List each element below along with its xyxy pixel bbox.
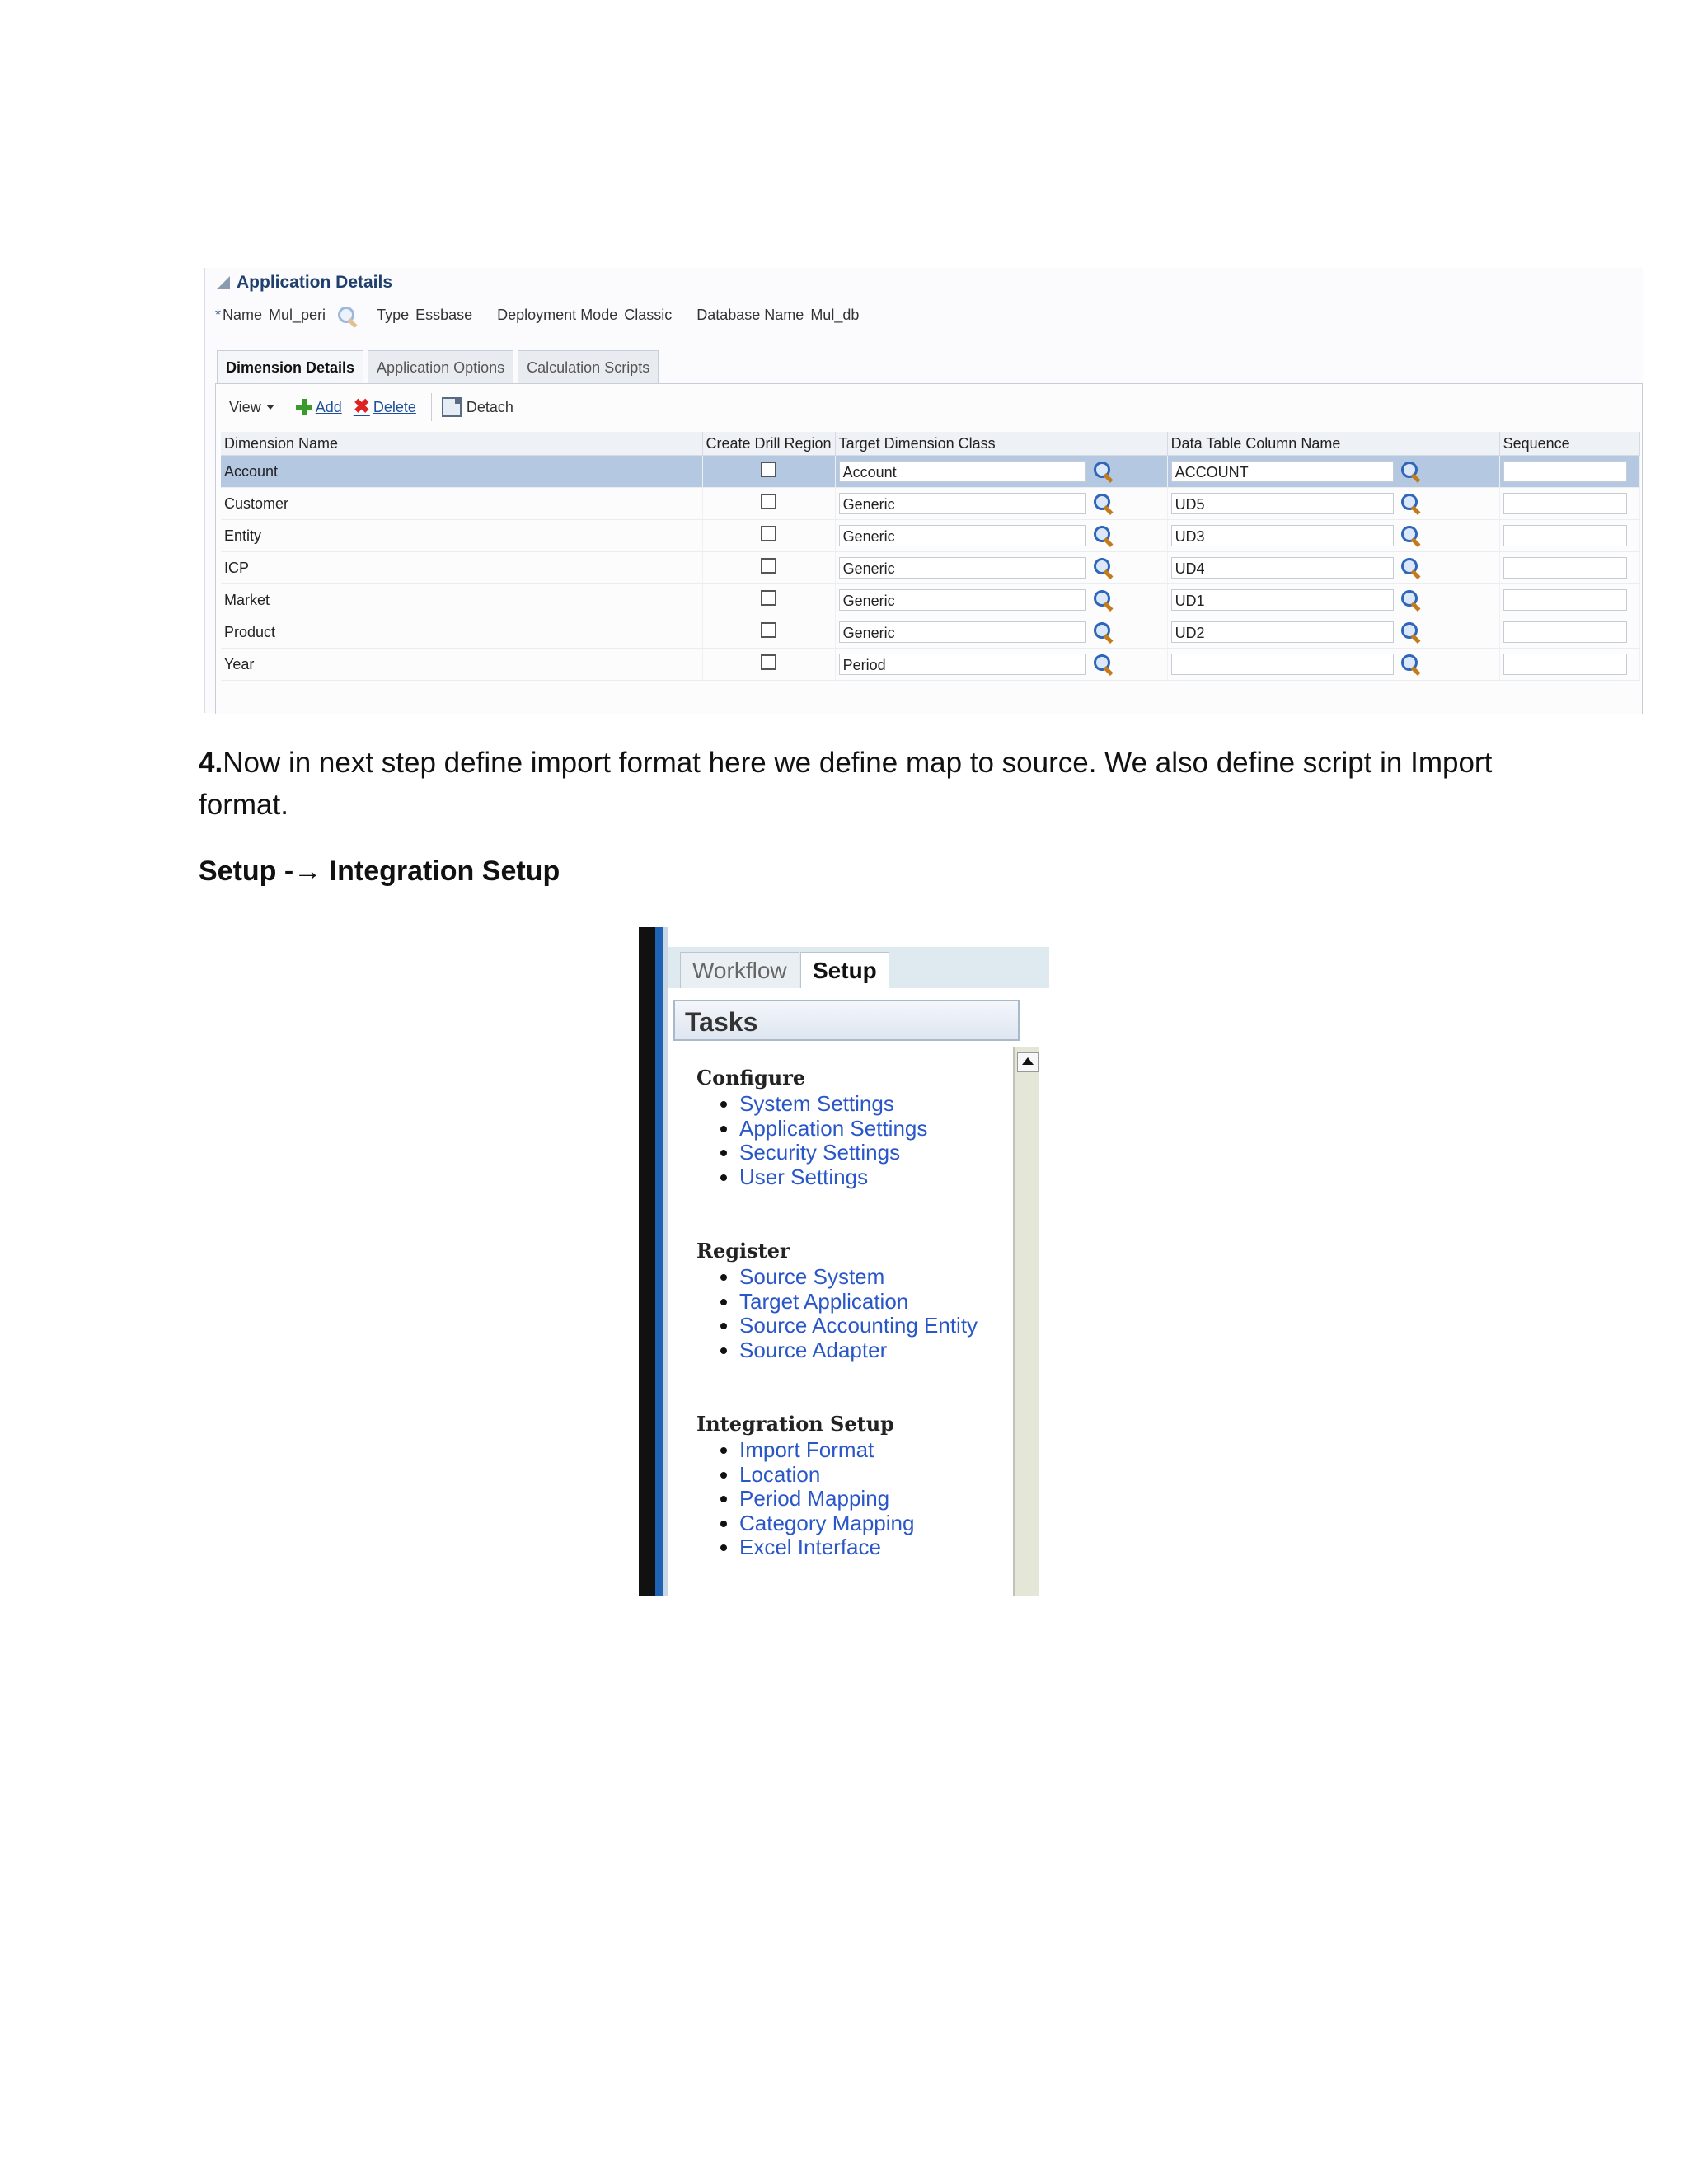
- create-drill-region-checkbox[interactable]: [761, 622, 776, 638]
- tab-calculation-scripts[interactable]: Calculation Scripts: [518, 350, 659, 384]
- step-number: 4.: [199, 747, 223, 779]
- add-button[interactable]: [296, 399, 342, 416]
- table-row[interactable]: [221, 488, 1639, 520]
- dimension-name-cell: Entity: [221, 520, 702, 552]
- list-item: [739, 1092, 927, 1117]
- configure-list: [711, 1092, 927, 1189]
- tab-application-options[interactable]: Application Options: [368, 350, 513, 384]
- column-header[interactable]: Create Drill Region: [702, 432, 835, 456]
- name-value: Mul_peri: [269, 306, 326, 323]
- task-link-user-settings[interactable]: User Settings: [739, 1164, 869, 1189]
- sequence-field[interactable]: [1503, 493, 1627, 514]
- view-menu-button[interactable]: [219, 399, 284, 416]
- delete-icon: ✖: [353, 396, 370, 418]
- detach-icon: [442, 397, 462, 417]
- task-link-system-settings[interactable]: System Settings: [739, 1091, 894, 1116]
- data-table-column-field[interactable]: UD5: [1171, 493, 1394, 514]
- search-icon[interactable]: [1093, 621, 1114, 643]
- dimension-name-cell: Market: [221, 584, 702, 616]
- table-header-row: [221, 432, 1639, 456]
- create-drill-region-checkbox[interactable]: [761, 462, 776, 477]
- search-icon[interactable]: [1093, 589, 1114, 611]
- target-dimension-class-field[interactable]: Generic: [839, 621, 1086, 643]
- left-frame-bar: [639, 927, 655, 1596]
- sequence-field[interactable]: [1503, 621, 1627, 643]
- search-icon[interactable]: [1400, 525, 1422, 546]
- sequence-field[interactable]: [1503, 589, 1627, 611]
- heading-part1: Setup -: [199, 855, 294, 887]
- deployment-mode-label: Deployment Mode: [497, 306, 618, 323]
- section-register: Register: [696, 1239, 790, 1263]
- data-table-column-field[interactable]: UD4: [1171, 557, 1394, 579]
- left-accent-bar: [655, 927, 663, 1596]
- search-icon[interactable]: [1400, 461, 1422, 482]
- view-label: View: [229, 398, 261, 415]
- search-icon[interactable]: [1400, 557, 1422, 579]
- list-item: [739, 1141, 927, 1165]
- arrow-right-icon: →: [293, 855, 322, 887]
- list-item: [739, 1117, 927, 1141]
- task-link-import-format[interactable]: Import Format: [739, 1437, 874, 1462]
- data-table-column-field[interactable]: UD2: [1171, 621, 1394, 643]
- task-link-source-accounting-entity[interactable]: Source Accounting Entity: [739, 1313, 978, 1338]
- create-drill-region-checkbox[interactable]: [761, 558, 776, 574]
- target-dimension-class-field[interactable]: Generic: [839, 557, 1086, 579]
- tab-workflow[interactable]: Workflow: [680, 952, 799, 989]
- collapse-triangle-icon[interactable]: [217, 276, 230, 289]
- list-item: [739, 1535, 914, 1560]
- section-integration-setup: Integration Setup: [696, 1412, 894, 1436]
- sequence-field[interactable]: [1503, 557, 1627, 579]
- scroll-up-arrow-icon[interactable]: [1017, 1052, 1039, 1072]
- task-link-source-adapter[interactable]: Source Adapter: [739, 1337, 888, 1362]
- list-item: [739, 1165, 927, 1190]
- column-header[interactable]: Dimension Name: [221, 432, 702, 456]
- target-dimension-class-field[interactable]: Generic: [839, 589, 1086, 611]
- data-table-column-field[interactable]: UD3: [1171, 525, 1394, 546]
- list-item: [739, 1463, 914, 1488]
- required-asterisk: *: [215, 306, 222, 323]
- detach-button[interactable]: [442, 397, 513, 417]
- create-drill-region-checkbox[interactable]: [761, 654, 776, 670]
- detail-tabs: [217, 350, 663, 383]
- search-icon[interactable]: [1093, 654, 1114, 675]
- add-icon: [296, 399, 312, 415]
- application-details-header[interactable]: [217, 273, 392, 293]
- search-icon[interactable]: [337, 306, 355, 324]
- application-details-title: Application Details: [237, 273, 393, 292]
- create-drill-region-checkbox[interactable]: [761, 494, 776, 509]
- task-link-location[interactable]: Location: [739, 1461, 821, 1487]
- search-icon[interactable]: [1400, 621, 1422, 643]
- section-configure: Configure: [696, 1066, 806, 1090]
- type-label: Type: [377, 306, 410, 323]
- deployment-mode-value: Classic: [624, 306, 673, 323]
- column-header[interactable]: Sequence: [1499, 432, 1639, 456]
- step-paragraph: [199, 742, 1534, 826]
- search-icon[interactable]: [1093, 525, 1114, 546]
- dimension-name-cell: Customer: [221, 488, 702, 520]
- toolbar-divider: [431, 393, 432, 421]
- target-dimension-class-field[interactable]: Generic: [839, 493, 1086, 514]
- detach-label: Detach: [466, 398, 513, 415]
- table-row[interactable]: [221, 520, 1639, 552]
- target-dimension-class-field[interactable]: Period: [839, 654, 1086, 675]
- sequence-field[interactable]: [1503, 654, 1627, 675]
- column-header[interactable]: Target Dimension Class: [835, 432, 1167, 456]
- task-link-target-application[interactable]: Target Application: [739, 1288, 909, 1314]
- list-item: [739, 1265, 978, 1290]
- step-text: Now in next step define import format here we define map to source. We also define script in Import format.: [199, 747, 1493, 821]
- search-icon[interactable]: [1400, 589, 1422, 611]
- database-name-value: Mul_db: [810, 306, 860, 323]
- search-icon[interactable]: [1400, 654, 1422, 675]
- delete-label: Delete: [373, 398, 416, 415]
- search-icon[interactable]: [1093, 493, 1114, 514]
- dimension-name-cell: ICP: [221, 552, 702, 584]
- chevron-down-icon: [266, 405, 274, 410]
- dimension-name-cell: Product: [221, 616, 702, 649]
- list-item: [739, 1338, 978, 1363]
- name-label: Name: [223, 306, 263, 323]
- delete-button[interactable]: [354, 397, 416, 417]
- search-icon[interactable]: [1400, 493, 1422, 514]
- dimension-name-cell: Account: [221, 456, 702, 488]
- application-properties: [215, 306, 865, 324]
- table-row[interactable]: [221, 649, 1639, 681]
- task-link-period-mapping[interactable]: Period Mapping: [739, 1486, 890, 1511]
- task-link-excel-interface[interactable]: Excel Interface: [739, 1535, 881, 1560]
- section-heading: [199, 855, 560, 888]
- dimension-table: [221, 432, 1640, 681]
- register-list: [711, 1265, 978, 1362]
- add-label: Add: [315, 398, 342, 415]
- sequence-field[interactable]: [1503, 461, 1627, 482]
- target-dimension-class-field[interactable]: Generic: [839, 525, 1086, 546]
- list-item: [739, 1314, 978, 1338]
- type-value: Essbase: [415, 306, 473, 323]
- table-row[interactable]: [221, 584, 1639, 616]
- tab-setup[interactable]: Setup: [800, 952, 889, 989]
- data-table-column-field[interactable]: UD1: [1171, 589, 1394, 611]
- create-drill-region-checkbox[interactable]: [761, 590, 776, 606]
- database-name-label: Database Name: [696, 306, 804, 323]
- list-item: [739, 1438, 914, 1463]
- tasks-header: Tasks: [673, 1000, 1020, 1041]
- list-item: [739, 1487, 914, 1511]
- create-drill-region-checkbox[interactable]: [761, 526, 776, 541]
- data-table-column-field[interactable]: ACCOUNT: [1171, 461, 1394, 482]
- list-item: [739, 1290, 978, 1315]
- tasks-panel-screenshot: [639, 927, 1049, 1596]
- task-link-security-settings[interactable]: Security Settings: [739, 1140, 901, 1165]
- task-link-application-settings[interactable]: Application Settings: [739, 1115, 928, 1141]
- table-row[interactable]: [221, 616, 1639, 649]
- application-details-screenshot: [204, 268, 1643, 713]
- column-header[interactable]: Data Table Column Name: [1167, 432, 1499, 456]
- table-row[interactable]: [221, 456, 1639, 488]
- grid-toolbar: [219, 389, 525, 425]
- task-link-category-mapping[interactable]: Category Mapping: [739, 1510, 915, 1535]
- integration-setup-list: [711, 1438, 914, 1560]
- task-link-source-system[interactable]: Source System: [739, 1264, 885, 1289]
- target-dimension-class-field[interactable]: Account: [839, 461, 1086, 482]
- search-icon[interactable]: [1093, 557, 1114, 579]
- heading-part2: Integration Setup: [321, 855, 560, 887]
- dimension-details-panel: [215, 383, 1643, 714]
- sequence-field[interactable]: [1503, 525, 1627, 546]
- search-icon[interactable]: [1093, 461, 1114, 482]
- dimension-name-cell: Year: [221, 649, 702, 681]
- data-table-column-field[interactable]: [1171, 654, 1394, 675]
- table-row[interactable]: [221, 552, 1639, 584]
- tab-dimension-details[interactable]: Dimension Details: [217, 350, 363, 386]
- vertical-scrollbar[interactable]: [1013, 1047, 1039, 1596]
- list-item: [739, 1511, 914, 1536]
